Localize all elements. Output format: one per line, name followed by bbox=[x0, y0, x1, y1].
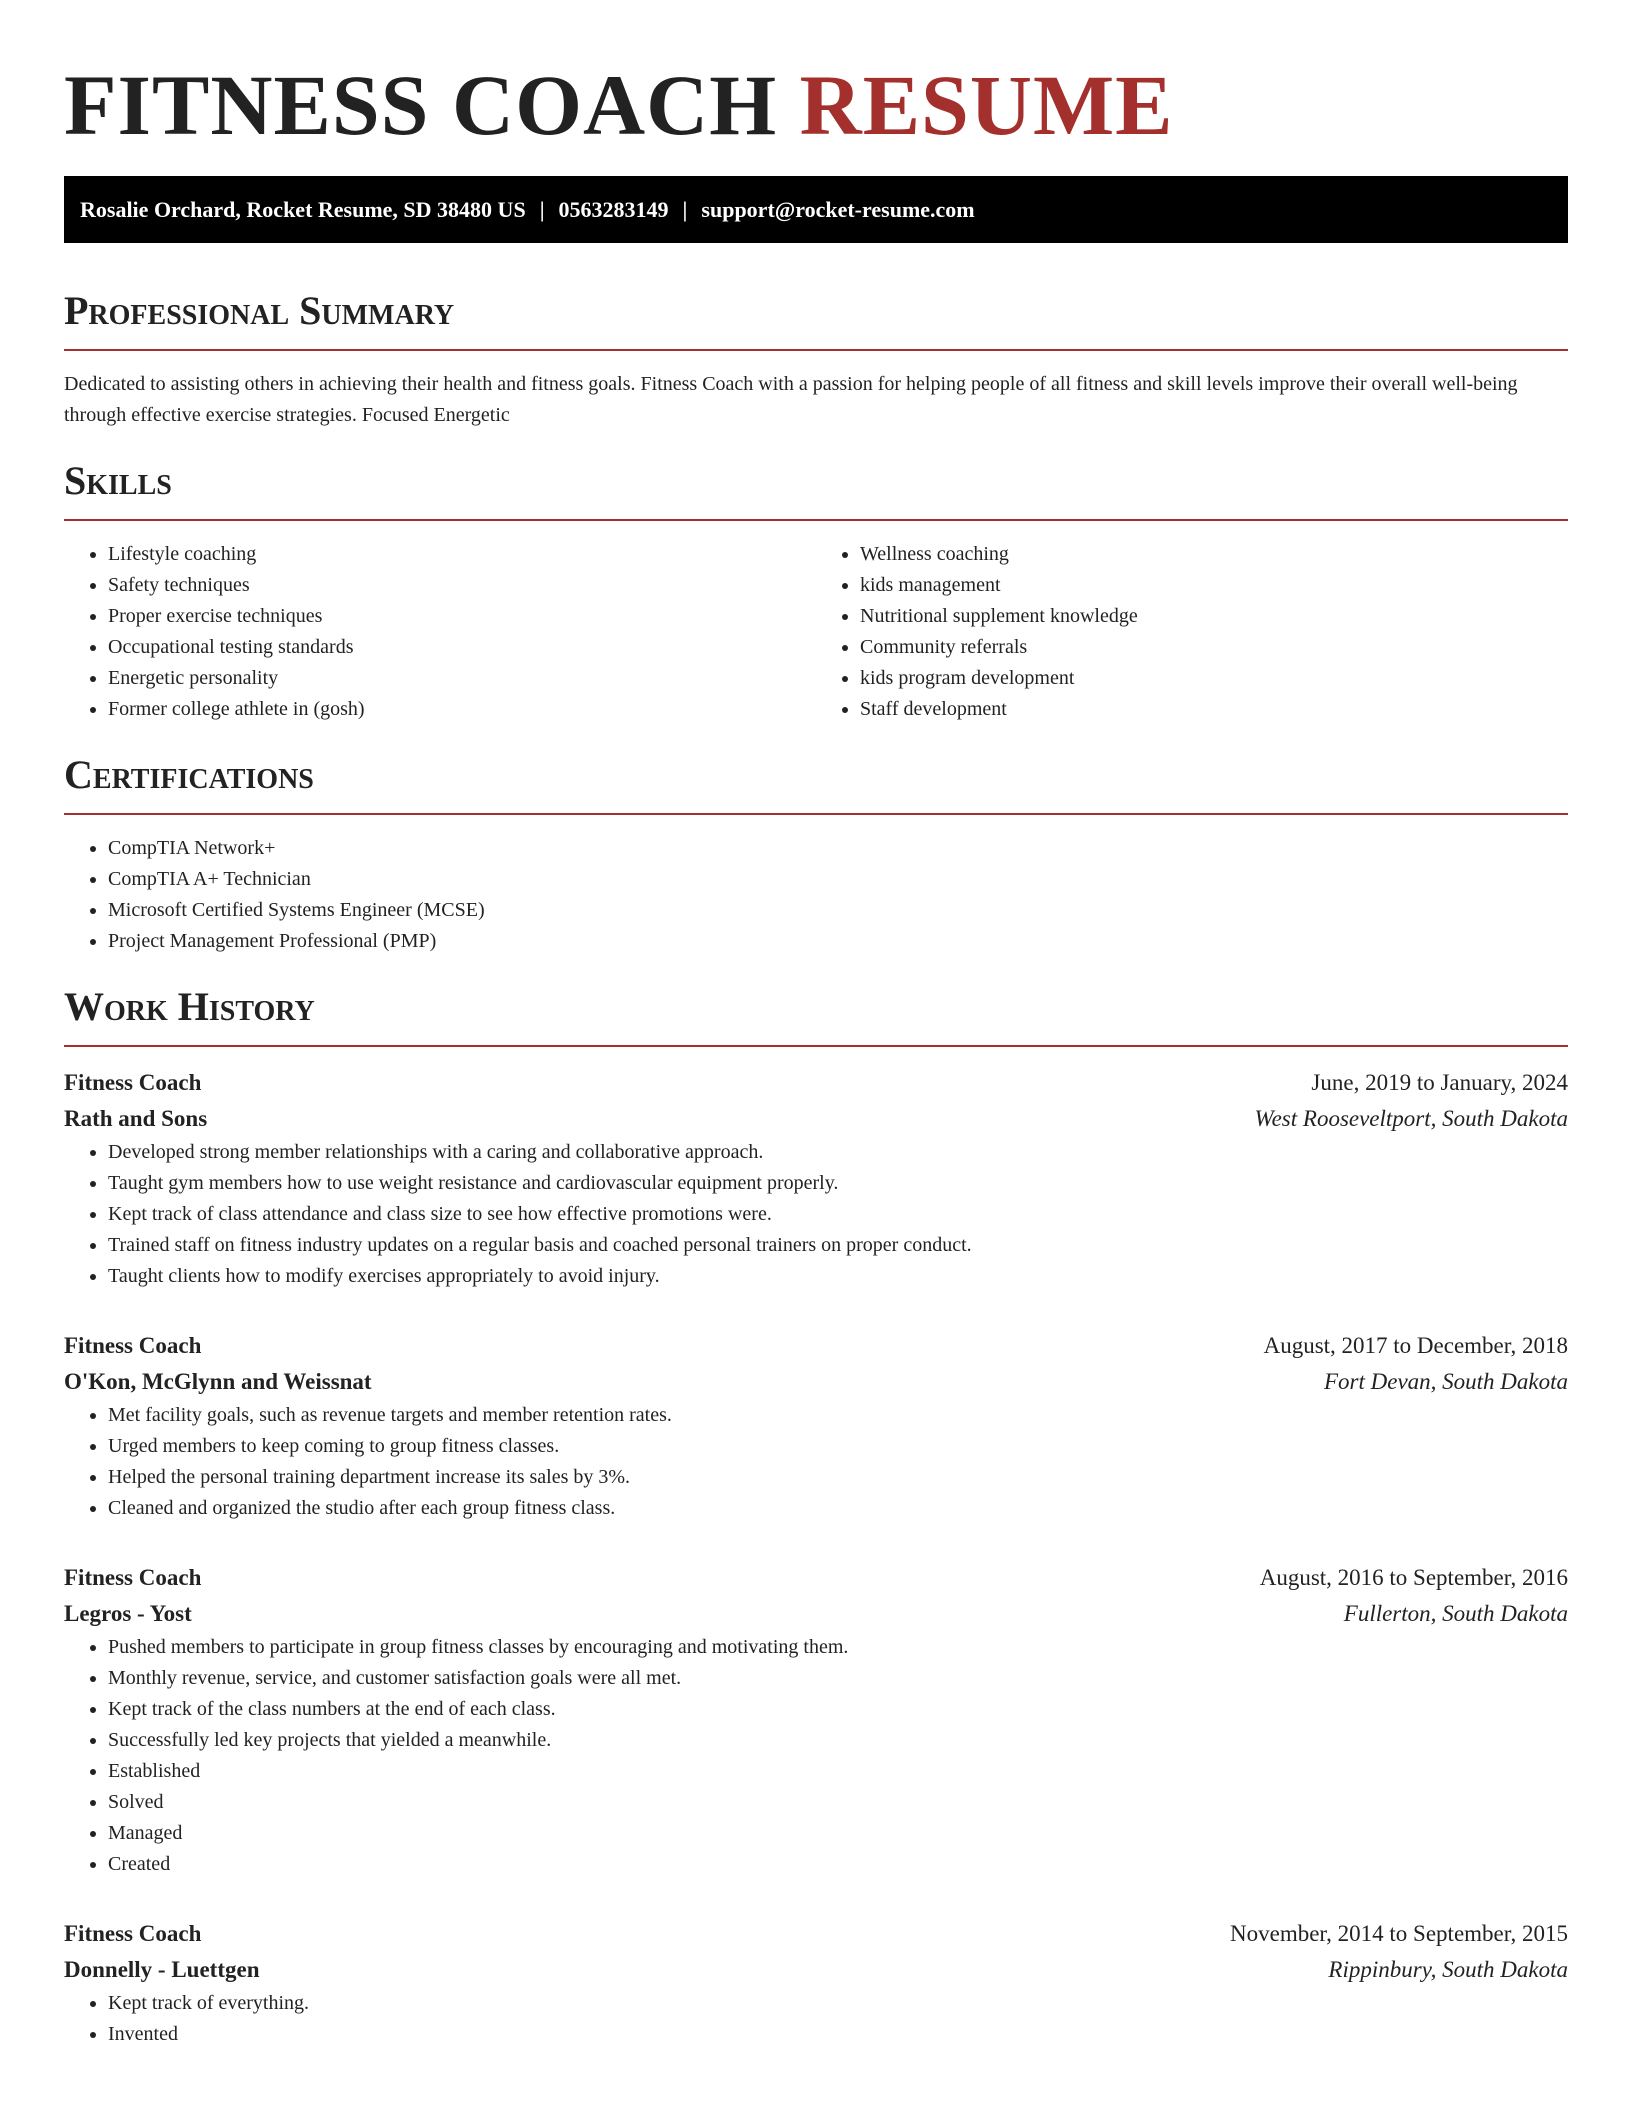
job-company-row bbox=[64, 1596, 1568, 1632]
job-dates: June, 2019 to January, 2024 bbox=[1311, 1070, 1568, 1095]
job-bullet: • Helped the personal training department increase its sales by 3%. bbox=[108, 1462, 1568, 1493]
job-location: West Rooseveltport, South Dakota bbox=[1254, 1106, 1568, 1131]
job-bullet-list bbox=[64, 1137, 1568, 1292]
skills-list-right bbox=[816, 539, 1568, 725]
skill-item: • Safety techniques bbox=[108, 570, 816, 601]
job-bullet: • Established bbox=[108, 1756, 1568, 1787]
job-bullet: • Pushed members to participate in group fitness classes by encouraging and motivating them. bbox=[108, 1632, 1568, 1663]
job-title: Fitness Coach bbox=[64, 1333, 202, 1358]
certification-item: • Project Management Professional (PMP) bbox=[108, 926, 1568, 957]
skill-item: • Lifestyle coaching bbox=[108, 539, 816, 570]
certifications-section bbox=[64, 751, 1568, 957]
skills-heading: Skills bbox=[64, 457, 1568, 521]
job-entry bbox=[64, 1065, 1568, 1292]
job-company-row bbox=[64, 1101, 1568, 1137]
contact-phone: 0563283149 bbox=[558, 197, 669, 222]
skill-item: • Proper exercise techniques bbox=[108, 601, 816, 632]
skill-item: • Wellness coaching bbox=[860, 539, 1568, 570]
skill-item: • kids management bbox=[860, 570, 1568, 601]
job-location: Fort Devan, South Dakota bbox=[1323, 1369, 1568, 1394]
job-bullet-list bbox=[64, 1988, 1568, 2050]
skill-item: • Staff development bbox=[860, 694, 1568, 725]
job-bullet: • Developed strong member relationships with a caring and collaborative approach. bbox=[108, 1137, 1568, 1168]
job-bullet: • Taught clients how to modify exercises appropriately to avoid injury. bbox=[108, 1261, 1568, 1292]
summary-heading: Professional Summary bbox=[64, 287, 1568, 351]
job-entry bbox=[64, 1328, 1568, 1524]
job-bullet: • Successfully led key projects that yielded a meanwhile. bbox=[108, 1725, 1568, 1756]
job-header-row bbox=[64, 1916, 1568, 1952]
job-bullet: • Managed bbox=[108, 1818, 1568, 1849]
contact-separator: | bbox=[539, 197, 545, 222]
job-bullet: • Taught gym members how to use weight resistance and cardiovascular equipment properly. bbox=[108, 1168, 1568, 1199]
job-bullet: • Urged members to keep coming to group fitness classes. bbox=[108, 1431, 1568, 1462]
job-bullet: • Invented bbox=[108, 2019, 1568, 2050]
job-dates: November, 2014 to September, 2015 bbox=[1230, 1921, 1568, 1946]
skill-item: • Community referrals bbox=[860, 632, 1568, 663]
title-accent: RESUME bbox=[799, 57, 1174, 153]
job-company-row bbox=[64, 1952, 1568, 1988]
job-bullet: • Cleaned and organized the studio after each group fitness class. bbox=[108, 1493, 1568, 1524]
job-location: Fullerton, South Dakota bbox=[1343, 1601, 1568, 1626]
skill-item: • Occupational testing standards bbox=[108, 632, 816, 663]
job-dates: August, 2017 to December, 2018 bbox=[1263, 1333, 1568, 1358]
job-company: Donnelly - Luettgen bbox=[64, 1957, 260, 1982]
contact-email: support@rocket-resume.com bbox=[701, 197, 975, 222]
job-bullet: • Kept track of class attendance and class size to see how effective promotions were. bbox=[108, 1199, 1568, 1230]
certifications-list bbox=[64, 833, 1568, 957]
summary-text: Dedicated to assisting others in achieving their health and fitness goals. Fitness Coach with a passion for helping people of all fitness and skill levels improve their overall well-being through effective exercise strategies. Focused Energetic bbox=[64, 373, 1518, 426]
summary-section bbox=[64, 287, 1568, 431]
job-bullet: • Solved bbox=[108, 1787, 1568, 1818]
skills-list-left bbox=[64, 539, 816, 725]
job-company: Legros - Yost bbox=[64, 1601, 192, 1626]
certification-item: • CompTIA A+ Technician bbox=[108, 864, 1568, 895]
job-bullet: • Kept track of the class numbers at the end of each class. bbox=[108, 1694, 1568, 1725]
work-history-section bbox=[64, 983, 1568, 2050]
certification-item: • Microsoft Certified Systems Engineer (MCSE) bbox=[108, 895, 1568, 926]
resume-title bbox=[64, 0, 1568, 176]
skill-item: • Former college athlete in (gosh) bbox=[108, 694, 816, 725]
job-company: Rath and Sons bbox=[64, 1106, 208, 1131]
job-bullet: • Created bbox=[108, 1849, 1568, 1880]
job-company: O'Kon, McGlynn and Weissnat bbox=[64, 1369, 372, 1394]
job-bullet-list bbox=[64, 1632, 1568, 1880]
certifications-heading: Certifications bbox=[64, 751, 1568, 815]
skills-grid bbox=[64, 539, 1568, 725]
job-bullet: • Kept track of everything. bbox=[108, 1988, 1568, 2019]
job-header-row bbox=[64, 1560, 1568, 1596]
job-bullet: • Trained staff on fitness industry updates on a regular basis and coached personal trainers on proper conduct. bbox=[108, 1230, 1568, 1261]
job-entry bbox=[64, 1560, 1568, 1880]
skills-section bbox=[64, 457, 1568, 725]
job-entry bbox=[64, 1916, 1568, 2050]
job-bullet: • Monthly revenue, service, and customer satisfaction goals were all met. bbox=[108, 1663, 1568, 1694]
work-history-heading: Work History bbox=[64, 983, 1568, 1047]
job-list bbox=[64, 1065, 1568, 2050]
skill-item: • Energetic personality bbox=[108, 663, 816, 694]
job-bullet-list bbox=[64, 1400, 1568, 1524]
title-main: FITNESS COACH bbox=[64, 57, 778, 153]
job-title: Fitness Coach bbox=[64, 1565, 202, 1590]
job-dates: August, 2016 to September, 2016 bbox=[1259, 1565, 1568, 1590]
job-location: Rippinbury, South Dakota bbox=[1328, 1957, 1568, 1982]
skill-item: • Nutritional supplement knowledge bbox=[860, 601, 1568, 632]
contact-bar bbox=[64, 176, 1568, 243]
contact-address: Rosalie Orchard, Rocket Resume, SD 38480 US bbox=[80, 197, 526, 222]
job-title: Fitness Coach bbox=[64, 1070, 202, 1095]
job-company-row bbox=[64, 1364, 1568, 1400]
job-header-row bbox=[64, 1065, 1568, 1101]
skill-item: • kids program development bbox=[860, 663, 1568, 694]
job-bullet: • Met facility goals, such as revenue targets and member retention rates. bbox=[108, 1400, 1568, 1431]
certification-item: • CompTIA Network+ bbox=[108, 833, 1568, 864]
contact-separator: | bbox=[682, 197, 688, 222]
job-title: Fitness Coach bbox=[64, 1921, 202, 1946]
job-header-row bbox=[64, 1328, 1568, 1364]
